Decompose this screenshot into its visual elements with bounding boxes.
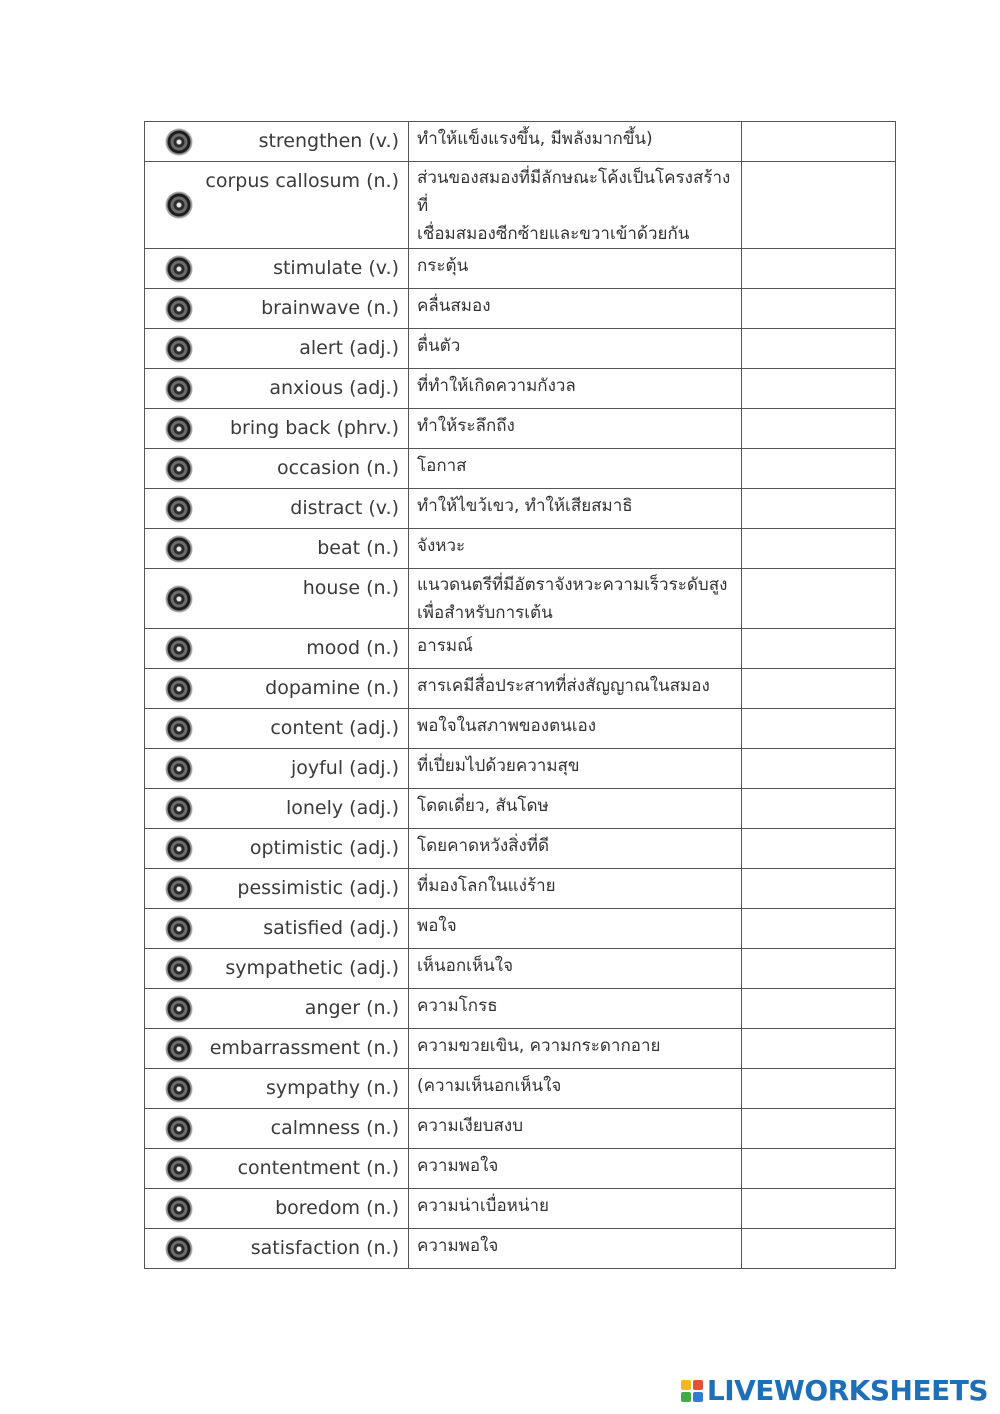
- word-cell: [145, 789, 409, 829]
- speaker-icon[interactable]: [166, 1196, 192, 1222]
- word-cell: [145, 869, 409, 909]
- thai-meaning: ทำให้แข็งแรงขึ้น, มีพลังมากขึ้น): [417, 129, 653, 149]
- vocabulary-row: [145, 1149, 896, 1189]
- answer-cell: [742, 1229, 896, 1269]
- meaning-cell: [409, 289, 742, 329]
- thai-meaning: ที่มองโลกในแง่ร้าย: [417, 876, 556, 896]
- answer-cell: [742, 529, 896, 569]
- thai-meaning: ส่วนของสมองที่มีลักษณะโค้งเป็นโครงสร้างที่ เชื่อมสมองซีกซ้ายและขวาเข้าด้วยกัน: [417, 168, 731, 244]
- word-cell: [145, 529, 409, 569]
- word-cell: [145, 909, 409, 949]
- answer-cell: [742, 789, 896, 829]
- meaning-cell: [409, 1149, 742, 1189]
- speaker-icon[interactable]: [166, 416, 192, 442]
- vocabulary-word: beat (n.): [317, 537, 399, 559]
- answer-input[interactable]: [742, 709, 895, 747]
- meaning-cell: [409, 1109, 742, 1149]
- thai-meaning: เห็นอกเห็นใจ: [417, 956, 514, 976]
- vocabulary-word: dopamine (n.): [265, 677, 399, 699]
- speaker-icon[interactable]: [166, 996, 192, 1022]
- thai-meaning: ที่เปี่ยมไปด้วยความสุข: [417, 756, 580, 776]
- vocabulary-word: pessimistic (adj.): [237, 877, 399, 899]
- thai-meaning: ทำให้ระลึกถึง: [417, 416, 515, 436]
- word-cell: [145, 1069, 409, 1109]
- word-cell: [145, 709, 409, 749]
- thai-meaning: ความน่าเบื่อหน่าย: [417, 1196, 549, 1216]
- vocabulary-word: distract (v.): [290, 497, 399, 519]
- vocabulary-row: [145, 162, 896, 249]
- word-cell: [145, 1149, 409, 1189]
- word-cell: [145, 409, 409, 449]
- answer-input[interactable]: [742, 829, 895, 867]
- vocabulary-word: lonely (adj.): [285, 797, 399, 819]
- liveworksheets-logo-icon: [681, 1380, 703, 1402]
- vocabulary-row: [145, 869, 896, 909]
- word-cell: [145, 329, 409, 369]
- word-cell: [145, 569, 409, 629]
- speaker-icon[interactable]: [166, 876, 192, 902]
- logo-square: [681, 1392, 691, 1402]
- speaker-icon[interactable]: [166, 1116, 192, 1142]
- answer-input[interactable]: [742, 789, 895, 827]
- meaning-cell: [409, 249, 742, 289]
- vocabulary-word: stimulate (v.): [273, 257, 399, 279]
- answer-cell: [742, 949, 896, 989]
- answer-input[interactable]: [742, 369, 895, 407]
- vocabulary-word: occasion (n.): [277, 457, 399, 479]
- vocabulary-word: calmness (n.): [270, 1117, 399, 1139]
- thai-meaning: สารเคมีสื่อประสาทที่ส่งสัญญาณในสมอง: [417, 676, 710, 696]
- vocabulary-word: embarrassment (n.): [209, 1037, 399, 1059]
- answer-input[interactable]: [742, 989, 895, 1027]
- vocabulary-table-body: [145, 122, 896, 1269]
- speaker-icon[interactable]: [166, 716, 192, 742]
- meaning-cell: [409, 1229, 742, 1269]
- vocabulary-row: [145, 249, 896, 289]
- speaker-icon[interactable]: [166, 586, 192, 612]
- thai-meaning: อารมณ์: [417, 636, 473, 656]
- vocabulary-row: [145, 569, 896, 629]
- answer-cell: [742, 629, 896, 669]
- answer-input[interactable]: [742, 749, 895, 787]
- thai-meaning: ความเงียบสงบ: [417, 1116, 524, 1136]
- thai-meaning: ความขวยเขิน, ความกระดากอาย: [417, 1036, 661, 1056]
- thai-meaning: ความพอใจ: [417, 1236, 499, 1256]
- answer-cell: [742, 162, 896, 249]
- vocabulary-row: [145, 709, 896, 749]
- answer-cell: [742, 829, 896, 869]
- vocabulary-row: [145, 489, 896, 529]
- answer-input[interactable]: [742, 569, 895, 607]
- word-cell: [145, 489, 409, 529]
- meaning-cell: [409, 669, 742, 709]
- thai-meaning: (ความเห็นอกเห็นใจ: [417, 1076, 562, 1096]
- vocabulary-row: [145, 1189, 896, 1229]
- vocabulary-word: corpus callosum (n.): [205, 170, 399, 192]
- speaker-icon[interactable]: [166, 456, 192, 482]
- word-cell: [145, 1029, 409, 1069]
- speaker-icon[interactable]: [166, 536, 192, 562]
- vocabulary-word: boredom (n.): [275, 1197, 399, 1219]
- answer-input[interactable]: [742, 1149, 895, 1187]
- word-cell: [145, 829, 409, 869]
- vocabulary-word: brainwave (n.): [261, 297, 399, 319]
- speaker-icon[interactable]: [166, 756, 192, 782]
- vocabulary-row: [145, 409, 896, 449]
- thai-meaning: โดดเดี่ยว, สันโดษ: [417, 796, 549, 816]
- meaning-cell: [409, 122, 742, 162]
- answer-cell: [742, 989, 896, 1029]
- thai-meaning: โดยคาดหวังสิ่งที่ดี: [417, 836, 550, 856]
- meaning-cell: [409, 629, 742, 669]
- vocabulary-row: [145, 749, 896, 789]
- vocabulary-word: house (n.): [302, 577, 399, 599]
- vocabulary-row: [145, 949, 896, 989]
- meaning-cell: [409, 489, 742, 529]
- meaning-cell: [409, 369, 742, 409]
- answer-cell: [742, 289, 896, 329]
- vocabulary-row: [145, 329, 896, 369]
- answer-input[interactable]: [742, 449, 895, 487]
- thai-meaning: พอใจในสภาพของตนเอง: [417, 716, 597, 736]
- answer-cell: [742, 1109, 896, 1149]
- word-cell: [145, 1229, 409, 1269]
- answer-cell: [742, 249, 896, 289]
- vocabulary-row: [145, 1109, 896, 1149]
- vocabulary-row: [145, 669, 896, 709]
- answer-input[interactable]: [742, 529, 895, 567]
- speaker-icon[interactable]: [166, 256, 192, 282]
- vocabulary-row: [145, 909, 896, 949]
- speaker-icon[interactable]: [166, 192, 192, 218]
- speaker-icon[interactable]: [166, 1076, 192, 1102]
- answer-input[interactable]: [742, 909, 895, 947]
- answer-cell: [742, 1029, 896, 1069]
- answer-cell: [742, 449, 896, 489]
- vocabulary-row: [145, 369, 896, 409]
- speaker-icon[interactable]: [166, 676, 192, 702]
- speaker-icon[interactable]: [166, 916, 192, 942]
- vocabulary-word: mood (n.): [306, 637, 399, 659]
- speaker-icon[interactable]: [166, 1036, 192, 1062]
- answer-cell: [742, 749, 896, 789]
- vocabulary-word: sympathetic (adj.): [225, 957, 399, 979]
- answer-input[interactable]: [742, 869, 895, 907]
- thai-meaning: พอใจ: [417, 916, 457, 936]
- thai-meaning: ตื่นตัว: [417, 336, 461, 356]
- answer-cell: [742, 709, 896, 749]
- thai-meaning: ที่ทำให้เกิดความกังวล: [417, 376, 576, 396]
- thai-meaning: โอกาส: [417, 456, 467, 476]
- word-cell: [145, 162, 409, 249]
- vocabulary-row: [145, 829, 896, 869]
- answer-input[interactable]: [742, 1109, 895, 1147]
- word-cell: [145, 249, 409, 289]
- speaker-icon[interactable]: [166, 296, 192, 322]
- vocabulary-word: contentment (n.): [237, 1157, 399, 1179]
- answer-input[interactable]: [742, 122, 895, 160]
- answer-input[interactable]: [742, 629, 895, 667]
- word-cell: [145, 122, 409, 162]
- meaning-cell: [409, 789, 742, 829]
- speaker-icon[interactable]: [166, 836, 192, 862]
- word-cell: [145, 369, 409, 409]
- vocabulary-row: [145, 289, 896, 329]
- brand-name: LIVEWORKSHEETS: [706, 1374, 988, 1407]
- vocabulary-row: [145, 1229, 896, 1269]
- thai-meaning: คลื่นสมอง: [417, 296, 491, 316]
- answer-input[interactable]: [742, 1189, 895, 1227]
- speaker-icon[interactable]: [166, 336, 192, 362]
- word-cell: [145, 289, 409, 329]
- thai-meaning: กระตุ้น: [417, 256, 469, 276]
- vocabulary-word: anxious (adj.): [269, 377, 399, 399]
- answer-cell: [742, 329, 896, 369]
- word-cell: [145, 1189, 409, 1229]
- vocabulary-word: optimistic (adj.): [249, 837, 399, 859]
- meaning-cell: [409, 1029, 742, 1069]
- speaker-icon[interactable]: [166, 956, 192, 982]
- meaning-cell: [409, 409, 742, 449]
- speaker-icon[interactable]: [166, 496, 192, 522]
- meaning-cell: [409, 529, 742, 569]
- vocabulary-word: strengthen (v.): [258, 130, 399, 152]
- answer-input[interactable]: [742, 289, 895, 327]
- speaker-icon[interactable]: [166, 1156, 192, 1182]
- answer-cell: [742, 1189, 896, 1229]
- meaning-cell: [409, 329, 742, 369]
- speaker-icon[interactable]: [166, 796, 192, 822]
- answer-input[interactable]: [742, 249, 895, 287]
- answer-input[interactable]: [742, 1029, 895, 1067]
- answer-input[interactable]: [742, 1069, 895, 1107]
- liveworksheets-brand: [681, 1374, 988, 1407]
- meaning-cell: [409, 162, 742, 249]
- answer-cell: [742, 409, 896, 449]
- speaker-icon[interactable]: [166, 636, 192, 662]
- answer-input[interactable]: [742, 409, 895, 447]
- speaker-icon[interactable]: [166, 376, 192, 402]
- logo-square: [693, 1392, 703, 1402]
- vocabulary-word: satisfied (adj.): [263, 917, 399, 939]
- meaning-cell: [409, 829, 742, 869]
- vocabulary-word: bring back (phrv.): [229, 417, 399, 439]
- thai-meaning: ทำให้ไขว้เขว, ทำให้เสียสมาธิ: [417, 496, 633, 516]
- vocabulary-word: joyful (adj.): [290, 757, 399, 779]
- meaning-cell: [409, 989, 742, 1029]
- meaning-cell: [409, 949, 742, 989]
- word-cell: [145, 629, 409, 669]
- vocabulary-row: [145, 1069, 896, 1109]
- answer-input[interactable]: [742, 669, 895, 707]
- thai-meaning: จังหวะ: [417, 536, 466, 556]
- answer-cell: [742, 122, 896, 162]
- word-cell: [145, 749, 409, 789]
- meaning-cell: [409, 909, 742, 949]
- answer-cell: [742, 369, 896, 409]
- word-cell: [145, 669, 409, 709]
- word-cell: [145, 949, 409, 989]
- speaker-icon[interactable]: [166, 129, 192, 155]
- vocabulary-row: [145, 629, 896, 669]
- answer-cell: [742, 1069, 896, 1109]
- word-cell: [145, 989, 409, 1029]
- answer-input[interactable]: [742, 489, 895, 527]
- answer-cell: [742, 669, 896, 709]
- logo-square: [681, 1380, 691, 1390]
- answer-cell: [742, 489, 896, 529]
- meaning-cell: [409, 1069, 742, 1109]
- meaning-cell: [409, 1189, 742, 1229]
- meaning-cell: [409, 709, 742, 749]
- meaning-cell: [409, 449, 742, 489]
- vocabulary-row: [145, 122, 896, 162]
- answer-input[interactable]: [742, 949, 895, 987]
- vocabulary-word: anger (n.): [304, 997, 399, 1019]
- meaning-cell: [409, 869, 742, 909]
- vocabulary-word: content (adj.): [270, 717, 399, 739]
- answer-input[interactable]: [742, 1229, 895, 1267]
- word-cell: [145, 1109, 409, 1149]
- vocabulary-word: alert (adj.): [299, 337, 399, 359]
- thai-meaning: ความโกรธ: [417, 996, 498, 1016]
- vocabulary-word: satisfaction (n.): [250, 1237, 399, 1259]
- answer-cell: [742, 869, 896, 909]
- thai-meaning: แนวดนตรีที่มีอัตราจังหวะความเร็วระดับสูง เพื่อสำหรับการเต้น: [417, 575, 728, 623]
- answer-input[interactable]: [742, 329, 895, 367]
- vocabulary-row: [145, 989, 896, 1029]
- meaning-cell: [409, 569, 742, 629]
- answer-cell: [742, 1149, 896, 1189]
- vocabulary-table: [144, 121, 896, 1269]
- answer-cell: [742, 909, 896, 949]
- vocabulary-row: [145, 449, 896, 489]
- vocabulary-word: sympathy (n.): [265, 1077, 399, 1099]
- vocabulary-row: [145, 529, 896, 569]
- vocabulary-row: [145, 1029, 896, 1069]
- logo-square: [693, 1380, 703, 1390]
- word-cell: [145, 449, 409, 489]
- answer-input[interactable]: [742, 162, 895, 200]
- meaning-cell: [409, 749, 742, 789]
- answer-cell: [742, 569, 896, 629]
- speaker-icon[interactable]: [166, 1236, 192, 1262]
- thai-meaning: ความพอใจ: [417, 1156, 499, 1176]
- vocabulary-row: [145, 789, 896, 829]
